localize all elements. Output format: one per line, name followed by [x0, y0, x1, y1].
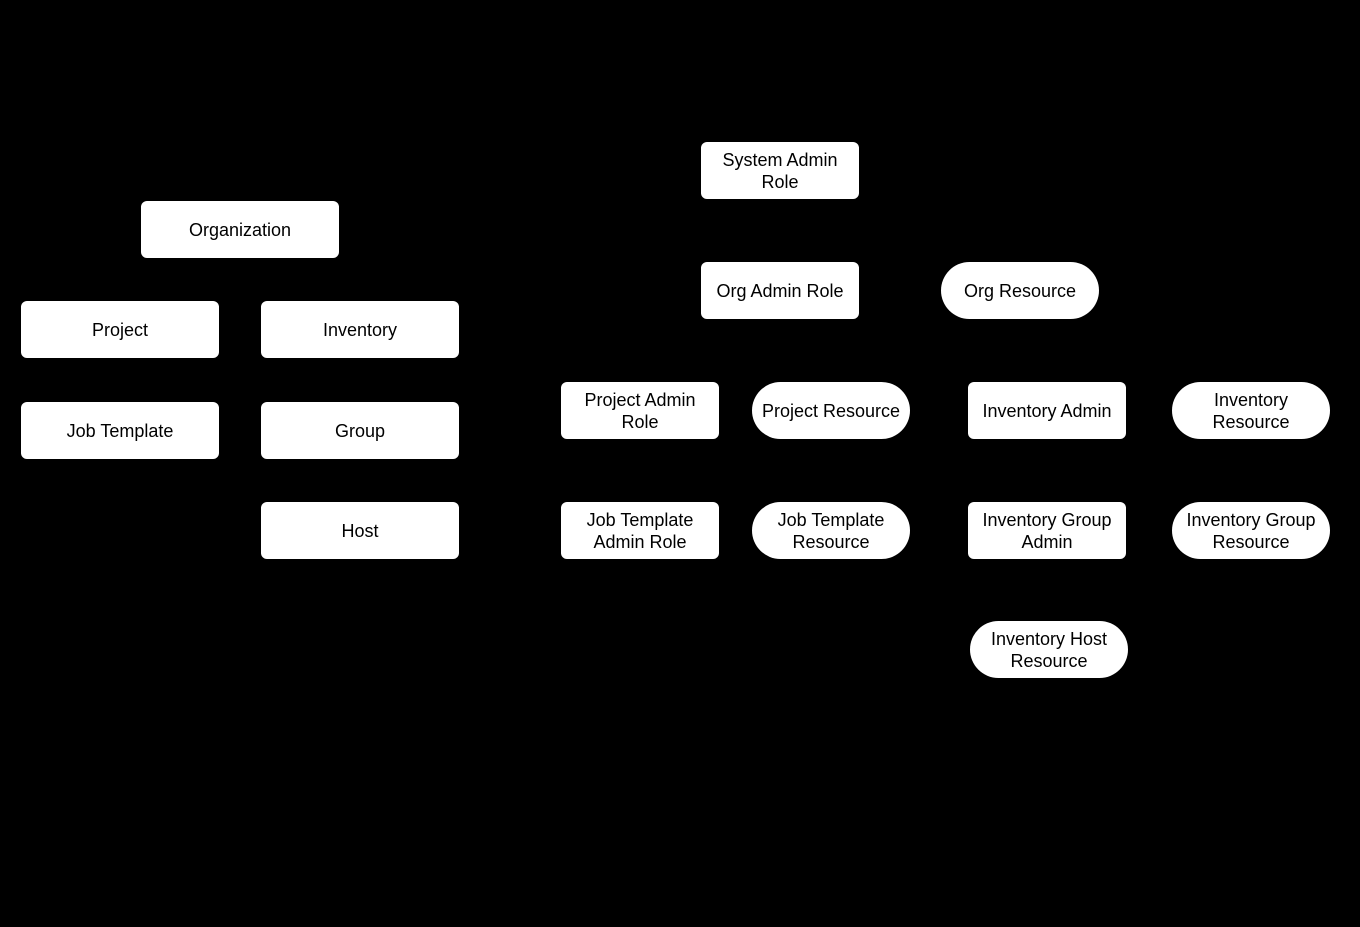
node-project-admin-role [561, 382, 719, 439]
node-label: Host [341, 520, 379, 541]
node-org-admin-role [701, 262, 859, 319]
node-label: Inventory [322, 319, 398, 340]
node-label: System Admin Role [722, 149, 838, 192]
node-inventory-resource [1172, 382, 1330, 439]
node-project-resource [752, 382, 910, 439]
node-label: Org Admin Role [716, 280, 844, 301]
node-label: Inventory Group Resource [1186, 509, 1316, 552]
node-inventory-group-admin [968, 502, 1126, 559]
node-inventory-group-resource [1172, 502, 1330, 559]
node-system-admin-role [701, 142, 859, 199]
node-inventory-host-resource [970, 621, 1128, 678]
node-org-resource [941, 262, 1099, 319]
node-label: Inventory Resource [1212, 389, 1290, 432]
node-label: Project Resource [761, 400, 901, 421]
node-label: Project Admin Role [584, 389, 696, 432]
node-label: Inventory Host Resource [990, 628, 1108, 671]
node-label: Job Template Resource [777, 509, 885, 552]
node-inventory-admin [968, 382, 1126, 439]
node-group [261, 402, 459, 459]
node-label: Org Resource [963, 280, 1077, 301]
node-project [21, 301, 219, 358]
node-label: Inventory Group Admin [982, 509, 1112, 552]
node-job-template-admin-role [561, 502, 719, 559]
node-label: Job Template [66, 420, 174, 441]
node-label: Inventory Admin [982, 400, 1112, 421]
node-label: Group [334, 420, 386, 441]
node-job-template-resource [752, 502, 910, 559]
node-organization [141, 201, 339, 258]
node-inventory [261, 301, 459, 358]
node-label: Organization [188, 219, 292, 240]
node-label: Project [91, 319, 149, 340]
node-host [261, 502, 459, 559]
node-job-template [21, 402, 219, 459]
node-label: Job Template Admin Role [586, 509, 694, 552]
